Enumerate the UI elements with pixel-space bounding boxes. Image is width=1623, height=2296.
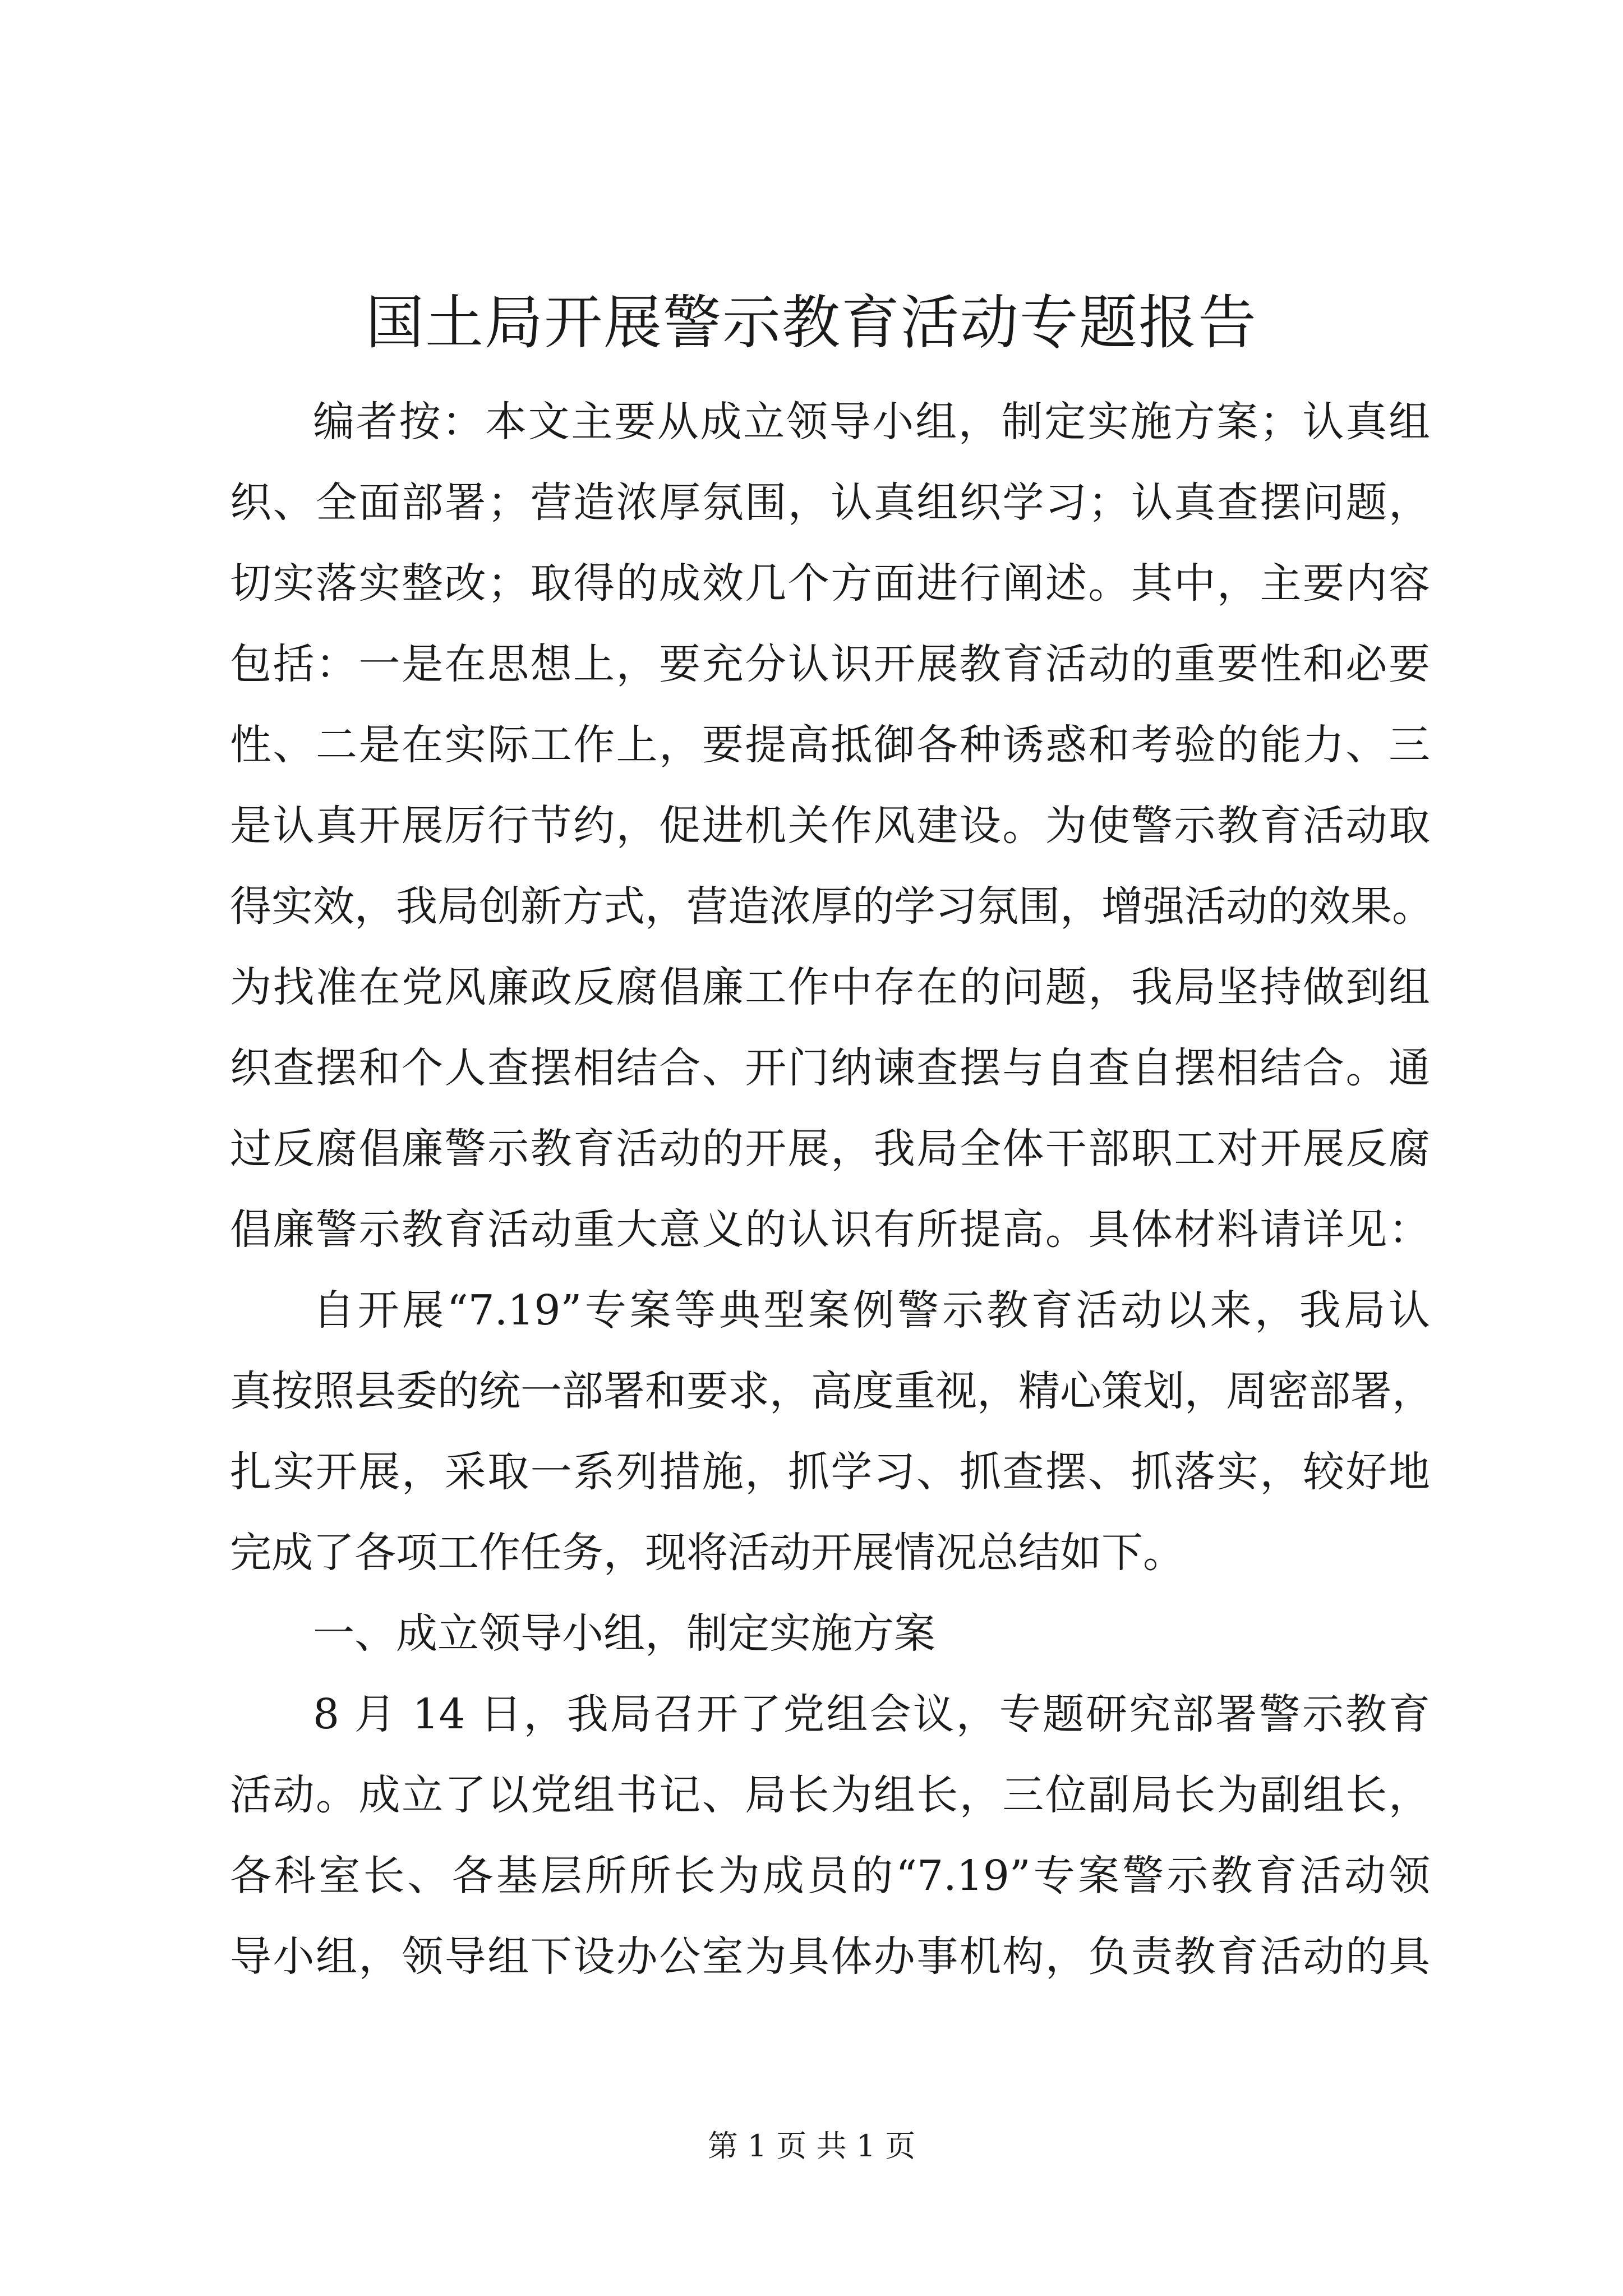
paragraph-line: 性、二是在实际工作上，要提高抵御各种诱惑和考验的能力、三 <box>230 721 1430 769</box>
paragraph-line: 编者按：本文主要从成立领导小组，制定实施方案；认真组 <box>313 398 1430 446</box>
paragraph-line: 8 月 14 日，我局召开了党组会议，专题研究部署警示教育 <box>313 1690 1430 1738</box>
paragraph-line: 织、全面部署；营造浓厚氛围，认真组织学习；认真查摆问题， <box>230 478 1430 527</box>
paragraph-line: 自开展“7.19”专案等典型案例警示教育活动以来，我局认 <box>313 1286 1430 1335</box>
document-title: 国土局开展警示教育活动专题报告 <box>365 288 1257 357</box>
paragraph-line: 完成了各项工作任务，现将活动开展情况总结如下。 <box>230 1529 1184 1577</box>
paragraph-line: 导小组，领导组下设办公室为具体办事机构，负责教育活动的具 <box>230 1932 1430 1981</box>
paragraph-line: 过反腐倡廉警示教育活动的开展，我局全体干部职工对开展反腐 <box>230 1125 1430 1173</box>
paragraph-line: 包括：一是在思想上，要充分认识开展教育活动的重要性和必要 <box>230 640 1430 688</box>
paragraph-line: 活动。成立了以党组书记、局长为组长，三位副局长为副组长， <box>230 1771 1430 1819</box>
paragraph-line: 是认真开展厉行节约，促进机关作风建设。为使警示教育活动取 <box>230 802 1430 850</box>
paragraph-line: 切实落实整改；取得的成效几个方面进行阐述。其中，主要内容 <box>230 559 1430 608</box>
paragraph-line: 倡廉警示教育活动重大意义的认识有所提高。具体材料请详见： <box>230 1205 1430 1254</box>
paragraph-line: 得实效，我局创新方式，营造浓厚的学习氛围，增强活动的效果。 <box>230 882 1433 931</box>
section-heading: 一、成立领导小组，制定实施方案 <box>313 1609 935 1658</box>
paragraph-line: 真按照县委的统一部署和要求，高度重视，精心策划，周密部署， <box>230 1367 1433 1415</box>
document-body <box>230 381 1433 1997</box>
paragraph-line: 各科室长、各基层所所长为成员的“7.19”专案警示教育活动领 <box>230 1852 1430 1900</box>
paragraph-line: 织查摆和个人查摆相结合、开门纳谏查摆与自查自摆相结合。通 <box>230 1044 1430 1092</box>
paragraph-line: 为找准在党风廉政反腐倡廉工作中存在的问题，我局坚持做到组 <box>230 963 1430 1011</box>
page-footer: 第 1 页 共 1 页 <box>707 2128 916 2164</box>
paragraph-line: 扎实开展，采取一系列措施，抓学习、抓查摆、抓落实，较好地 <box>230 1448 1430 1496</box>
